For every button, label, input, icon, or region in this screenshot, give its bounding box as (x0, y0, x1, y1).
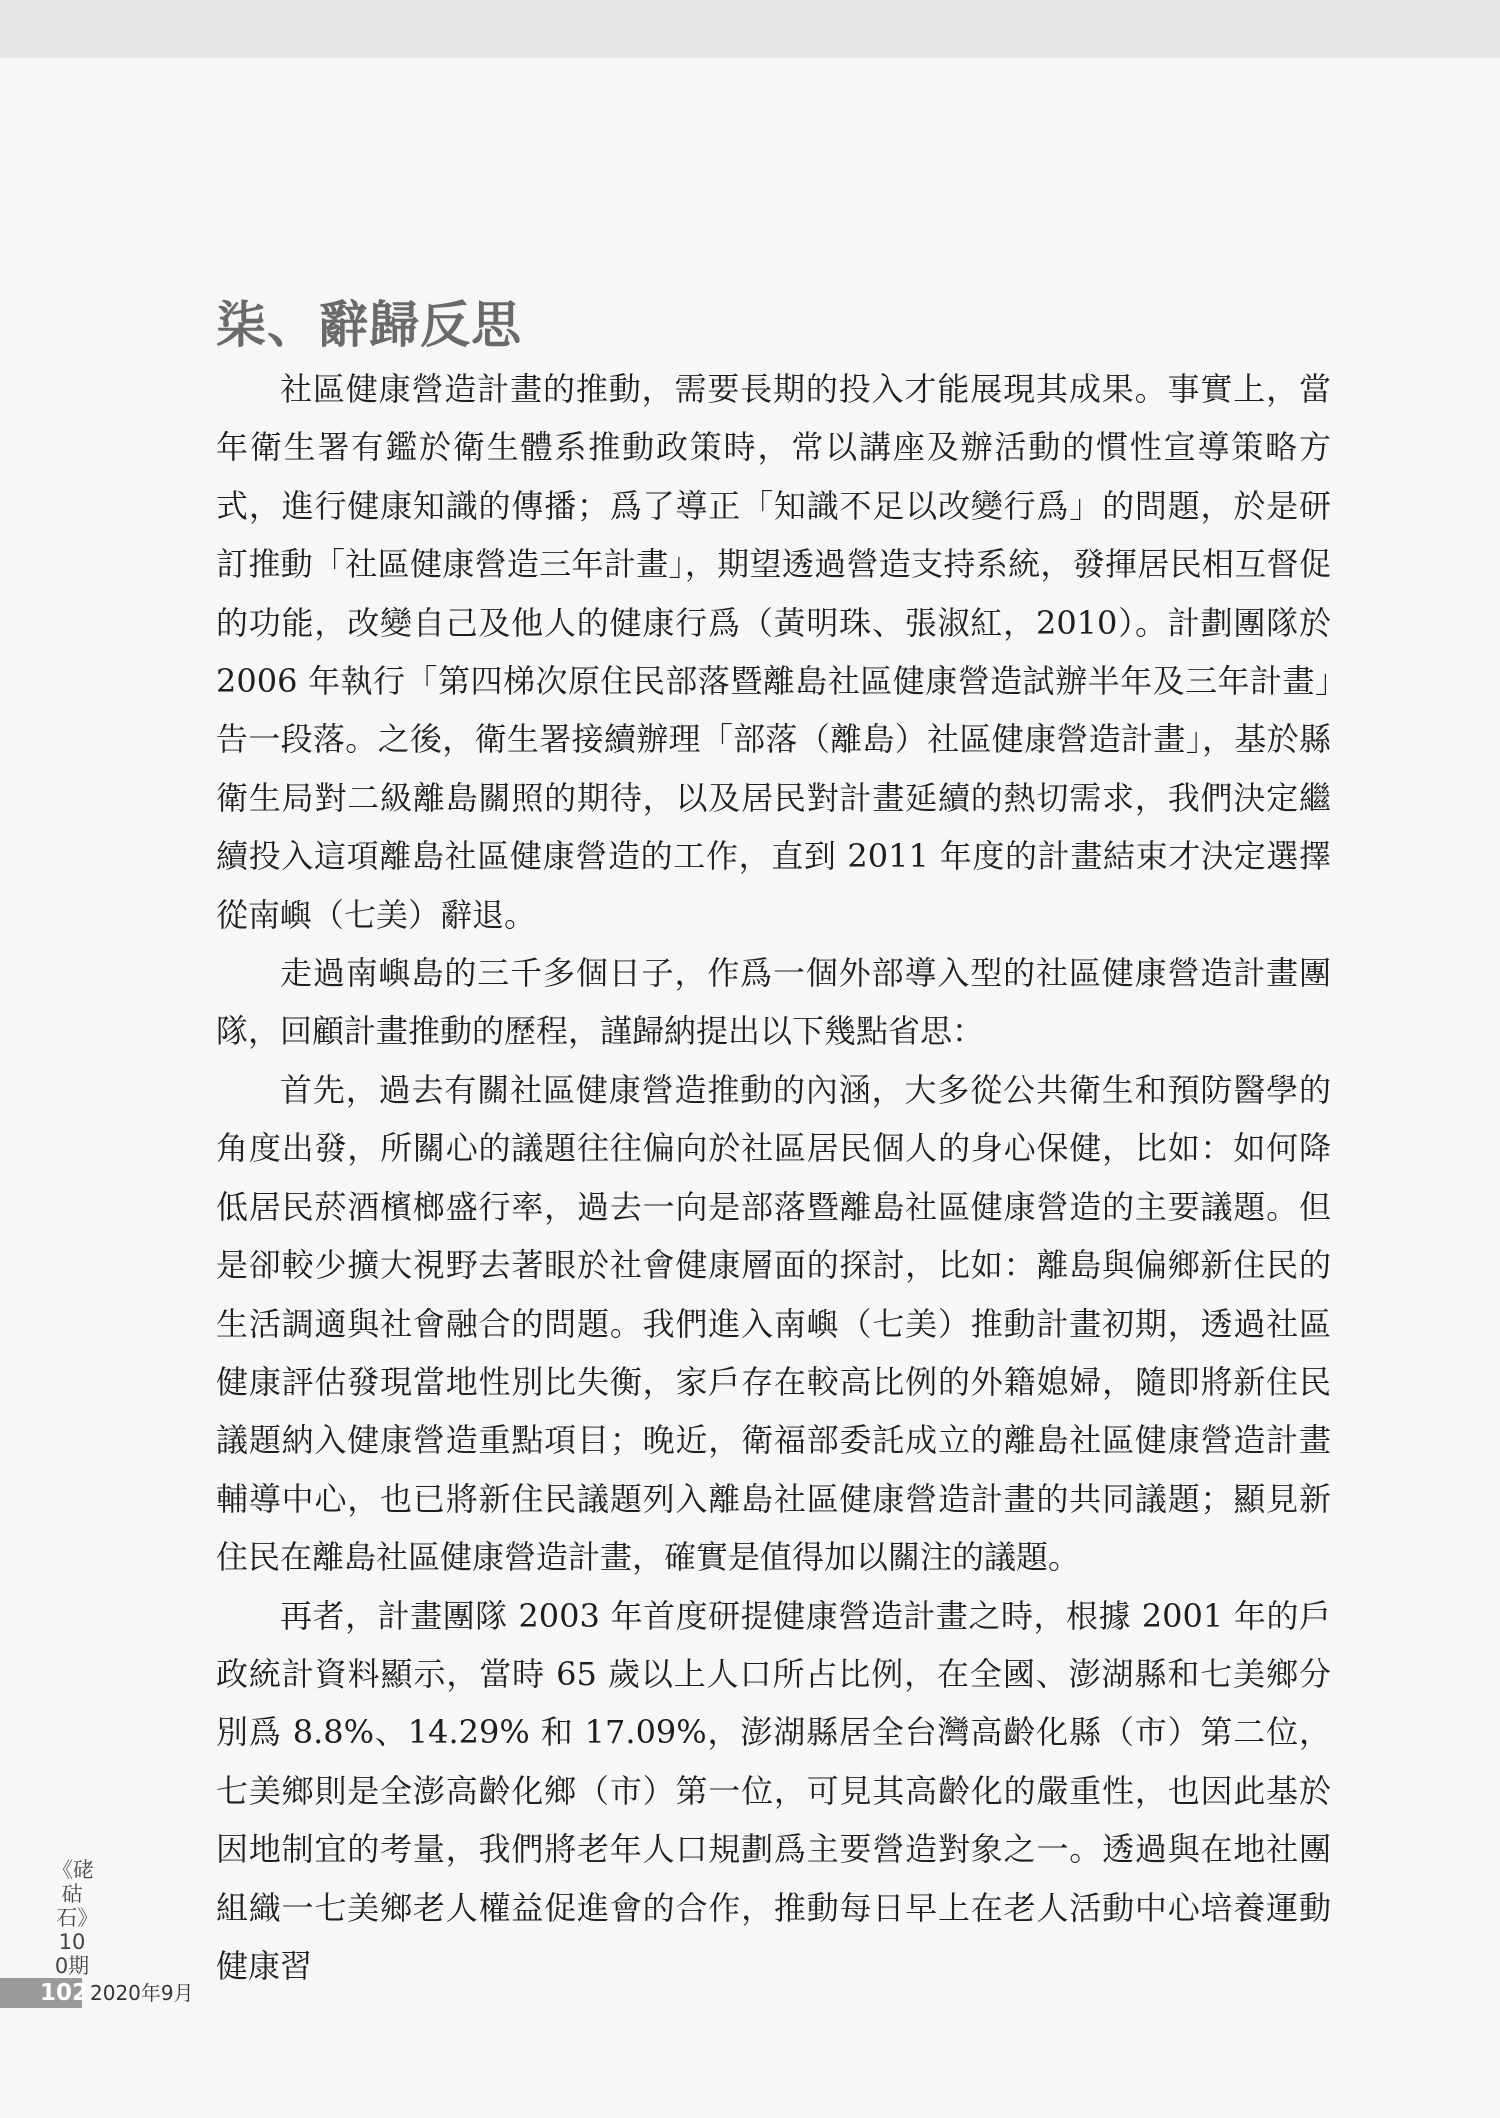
journal-name: 《硓𥑮石》100期 (52, 1858, 94, 1978)
paragraph-2: 走過南嶼島的三千多個日子，作爲一個外部導入型的社區健康營造計畫團隊，回顧計畫推動的歷程，謹歸納提出以下幾點省思： (216, 954, 1331, 1051)
page-number: 102 (40, 1980, 89, 2006)
issue-date: 2020年9月 (90, 1981, 194, 2005)
scan-top-band (0, 0, 1500, 58)
paragraph-4: 再者，計畫團隊 2003 年首度研提健康營造計畫之時，根據 2001 年的戶政統計資料顯示，當時 65 歲以上人口所占比例，在全國、澎湖縣和七美鄉分別爲 8.8%、14.29% 和 17.09%，澎湖縣居全台灣高齡化縣（市）第二位，七美鄉則是全澎高齡化鄉（市）第一位，可見其高齡化的嚴重性，也因此基於因地制宜的考量，我們將老年人口規劃爲主要營造對象之一。透過與在地社團組織一七美鄉老人權益促進會的合作，推動每日早上在老人活動中心培養運動健康習 (216, 1596, 1331, 1985)
section-heading: 柒、辭歸反思 (216, 296, 522, 354)
body-text (216, 360, 1331, 1995)
paragraph-3: 首先，過去有關社區健康營造推動的內涵，大多從公共衛生和預防醫學的角度出發，所關心的議題往往偏向於社區居民個人的身心保健，比如：如何降低居民菸酒檳榔盛行率，過去一向是部落暨離島社區健康營造的主要議題。但是卻較少擴大視野去著眼於社會健康層面的探討，比如：離島與偏鄉新住民的生活調適與社會融合的問題。我們進入南嶼（七美）推動計畫初期，透過社區健康評估發現當地性別比失衡，家戶存在較高比例的外籍媳婦，隨即將新住民議題納入健康營造重點項目；晚近，衛福部委託成立的離島社區健康營造計畫輔導中心，也已將新住民議題列入離島社區健康營造計畫的共同議題；顯見新住民在離島社區健康營造計畫，確實是值得加以關注的議題。 (216, 1070, 1331, 1577)
paragraph-1: 社區健康營造計畫的推動，需要長期的投入才能展現其成果。事實上，當年衛生署有鑑於衛生體系推動政策時，常以講座及辦活動的慣性宣導策略方式，進行健康知識的傳播；爲了導正「知識不足以改變行爲」的問題，於是研訂推動「社區健康營造三年計畫」，期望透過營造支持系統，發揮居民相互督促的功能，改變自己及他人的健康行爲（黃明珠、張淑紅，2010）。計劃團隊於 2006 年執行「第四梯次原住民部落暨離島社區健康營造試辦半年及三年計畫」告一段落。之後，衛生署接續辦理「部落（離島）社區健康營造計畫」，基於縣衛生局對二級離島關照的期待，以及居民對計畫延續的熱切需求，我們決定繼續投入這項離島社區健康營造的工作，直到 2011 年度的計畫結束才決定選擇從南嶼（七美）辭退。 (216, 370, 1331, 934)
